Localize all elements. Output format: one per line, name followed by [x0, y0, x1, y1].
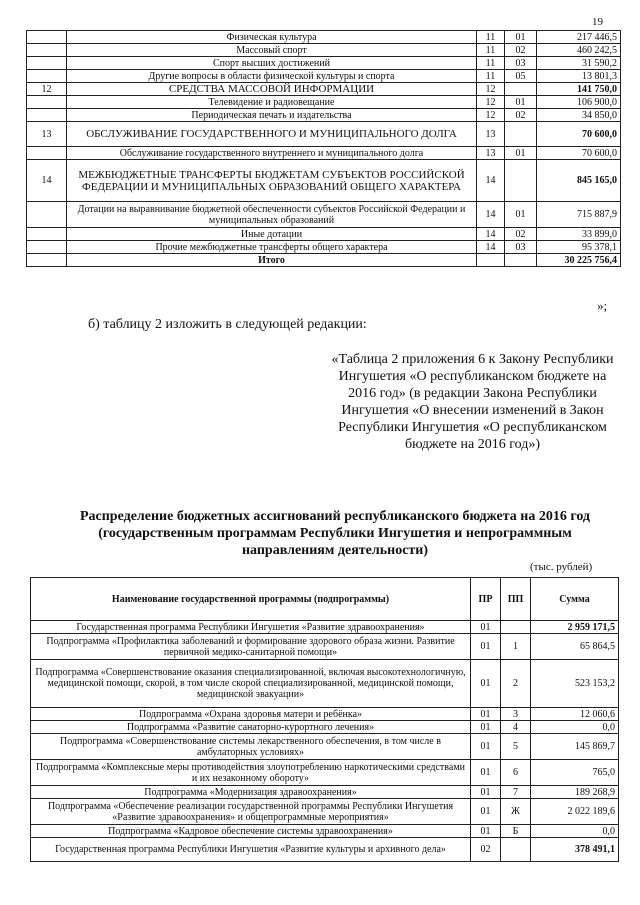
row-name: ОБСЛУЖИВАНИЕ ГОСУДАРСТВЕННОГО И МУНИЦИПАЛЬНОГО ДОЛГА — [67, 122, 477, 147]
row-section-code: 14 — [477, 202, 505, 228]
row-amount: 106 900,0 — [537, 96, 621, 109]
table-row — [31, 708, 619, 721]
program-name: Подпрограмма «Развитие санаторно-курортного лечения» — [31, 721, 471, 734]
row-name: МЕЖБЮДЖЕТНЫЕ ТРАНСФЕРТЫ БЮДЖЕТАМ СУБЪЕКТОВ РОССИЙСКОЙ ФЕДЕРАЦИИ И МУНИЦИПАЛЬНЫХ ОБРАЗОВАНИЙ ОБЩЕГО ХАРАКТЕРА — [67, 160, 477, 202]
row-amount: 95 378,1 — [537, 241, 621, 254]
program-pr-code: 01 — [471, 634, 501, 660]
row-amount: 33 899,0 — [537, 228, 621, 241]
program-pp-code — [501, 838, 531, 862]
table-row — [31, 621, 619, 634]
program-pp-code: 3 — [501, 708, 531, 721]
row-subsection-code: 02 — [505, 228, 537, 241]
table-row — [27, 96, 621, 109]
units-label: (тыс. рублей) — [530, 561, 593, 573]
row-amount: 845 165,0 — [537, 160, 621, 202]
row-section-code: 14 — [477, 241, 505, 254]
row-amount: 30 225 756,4 — [537, 254, 621, 267]
row-number: 12 — [27, 83, 67, 96]
row-number — [27, 241, 67, 254]
row-amount: 460 242,5 — [537, 44, 621, 57]
table-row — [31, 660, 619, 708]
program-amount: 0,0 — [531, 721, 619, 734]
program-pr-code: 01 — [471, 660, 501, 708]
table-row — [31, 634, 619, 660]
row-number — [27, 31, 67, 44]
program-amount: 0,0 — [531, 825, 619, 838]
table-row — [27, 31, 621, 44]
row-name: Периодическая печать и издательства — [67, 109, 477, 122]
program-pp-code: 6 — [501, 760, 531, 786]
row-number — [27, 44, 67, 57]
row-amount: 70 600,0 — [537, 122, 621, 147]
header-name: Наименование государственной программы (подпрограммы) — [31, 578, 471, 621]
table-row — [31, 734, 619, 760]
table-row — [31, 838, 619, 862]
row-section-code: 12 — [477, 96, 505, 109]
program-amount: 523 153,2 — [531, 660, 619, 708]
table-row — [27, 202, 621, 228]
program-name: Подпрограмма «Охрана здоровья матери и ребёнка» — [31, 708, 471, 721]
program-amount: 2 022 189,6 — [531, 799, 619, 825]
row-number — [27, 57, 67, 70]
row-subsection-code — [505, 83, 537, 96]
row-subsection-code — [505, 160, 537, 202]
row-amount: 31 590,2 — [537, 57, 621, 70]
program-name: Подпрограмма «Модернизация здравоохранения» — [31, 786, 471, 799]
row-number: 13 — [27, 122, 67, 147]
program-pr-code: 01 — [471, 760, 501, 786]
row-section-code: 11 — [477, 44, 505, 57]
program-pp-code: Б — [501, 825, 531, 838]
table-row — [27, 228, 621, 241]
program-name: Подпрограмма «Кадровое обеспечение системы здравоохранения» — [31, 825, 471, 838]
program-name: Подпрограмма «Комплексные меры противодействия злоупотреблению наркотическими средствами и их незаконному обороту» — [31, 760, 471, 786]
program-name: Государственная программа Республики Ингушетия «Развитие здравоохранения» — [31, 621, 471, 634]
table-heading: Распределение бюджетных ассигнований республиканского бюджета на 2016 год (государственным программам Республики Ингушетия и непрограммным направлениям деятельности) — [79, 509, 591, 558]
header-pp: ПП — [501, 578, 531, 621]
table-header-row — [31, 578, 619, 621]
row-subsection-code: 01 — [505, 96, 537, 109]
table-row — [27, 160, 621, 202]
table-row — [31, 721, 619, 734]
row-subsection-code: 03 — [505, 241, 537, 254]
table-row — [27, 241, 621, 254]
table-row — [27, 83, 621, 96]
row-name: Другие вопросы в области физической культуры и спорта — [67, 70, 477, 83]
program-amount: 12 060,6 — [531, 708, 619, 721]
amendment-paragraph: б) таблицу 2 изложить в следующей редакции: — [88, 317, 367, 332]
row-section-code: 14 — [477, 160, 505, 202]
table-row — [27, 147, 621, 160]
table-row — [27, 44, 621, 57]
row-section-code: 11 — [477, 70, 505, 83]
row-subsection-code — [505, 122, 537, 147]
row-section-code: 12 — [477, 109, 505, 122]
program-name: Подпрограмма «Совершенствование системы лекарственного обеспечения, в том числе в амбулаторных условиях» — [31, 734, 471, 760]
program-name: Подпрограмма «Совершенствование оказания специализированной, включая высокотехнологичную, медицинской помощи, скорой, в том числе скорой специализированной, медицинской помощи, медицинской эвакуации» — [31, 660, 471, 708]
row-section-code: 14 — [477, 228, 505, 241]
table-row — [27, 122, 621, 147]
row-name: Итого — [67, 254, 477, 267]
row-section-code: 11 — [477, 31, 505, 44]
row-subsection-code: 01 — [505, 202, 537, 228]
program-name: Подпрограмма «Профилактика заболеваний и формирование здорового образа жизни. Развитие первичной медико-санитарной помощи» — [31, 634, 471, 660]
row-number — [27, 228, 67, 241]
program-allocation-table — [30, 577, 619, 862]
program-pr-code: 01 — [471, 621, 501, 634]
row-number: 14 — [27, 160, 67, 202]
table-row — [31, 799, 619, 825]
row-subsection-code: 03 — [505, 57, 537, 70]
row-amount: 715 887,9 — [537, 202, 621, 228]
approval-note: «Таблица 2 приложения 6 к Закону Республики Ингушетия «О республиканском бюджете на 2016 год» (в редакции Закона Республики Ингушетия «О внесении изменений в Закон Республики Ингушетия «О республиканском бюджете на 2016 год») — [331, 352, 614, 452]
program-pp-code: 5 — [501, 734, 531, 760]
row-subsection-code: 01 — [505, 147, 537, 160]
program-pr-code: 02 — [471, 838, 501, 862]
row-subsection-code — [505, 254, 537, 267]
program-amount: 145 869,7 — [531, 734, 619, 760]
table-row — [27, 254, 621, 267]
program-pp-code: 2 — [501, 660, 531, 708]
row-name: Прочие межбюджетные трансферты общего характера — [67, 241, 477, 254]
program-pp-code: Ж — [501, 799, 531, 825]
program-amount: 378 491,1 — [531, 838, 619, 862]
row-amount: 141 750,0 — [537, 83, 621, 96]
table-row — [27, 57, 621, 70]
program-name: Подпрограмма «Обеспечение реализации государственной программы Республики Ингушетия «Развитие здравоохранения» и общепрограммные мероприятия» — [31, 799, 471, 825]
table-row — [31, 786, 619, 799]
row-number — [27, 109, 67, 122]
row-amount: 70 600,0 — [537, 147, 621, 160]
row-name: Физическая культура — [67, 31, 477, 44]
row-section-code: 12 — [477, 83, 505, 96]
table-row — [27, 70, 621, 83]
row-section-code: 13 — [477, 122, 505, 147]
row-name: Спорт высших достижений — [67, 57, 477, 70]
row-name: Массовый спорт — [67, 44, 477, 57]
row-amount: 34 850,0 — [537, 109, 621, 122]
table-row — [27, 109, 621, 122]
row-subsection-code: 05 — [505, 70, 537, 83]
program-amount: 65 864,5 — [531, 634, 619, 660]
row-name: Телевидение и радиовещание — [67, 96, 477, 109]
program-amount: 189 268,9 — [531, 786, 619, 799]
row-subsection-code: 01 — [505, 31, 537, 44]
program-pr-code: 01 — [471, 799, 501, 825]
program-pp-code — [501, 621, 531, 634]
table-row — [31, 825, 619, 838]
row-subsection-code: 02 — [505, 44, 537, 57]
header-pr: ПР — [471, 578, 501, 621]
row-section-code — [477, 254, 505, 267]
row-number — [27, 96, 67, 109]
program-name: Государственная программа Республики Ингушетия «Развитие культуры и архивного дела» — [31, 838, 471, 862]
row-amount: 13 801,3 — [537, 70, 621, 83]
program-pp-code: 4 — [501, 721, 531, 734]
row-number — [27, 70, 67, 83]
program-pr-code: 01 — [471, 825, 501, 838]
row-section-code: 13 — [477, 147, 505, 160]
row-amount: 217 446,5 — [537, 31, 621, 44]
row-number — [27, 254, 67, 267]
program-pr-code: 01 — [471, 734, 501, 760]
page-number: 19 — [592, 16, 603, 28]
row-number — [27, 147, 67, 160]
program-pp-code: 1 — [501, 634, 531, 660]
row-name: Обслуживание государственного внутреннего и муниципального долга — [67, 147, 477, 160]
program-amount: 2 959 171,5 — [531, 621, 619, 634]
program-pr-code: 01 — [471, 708, 501, 721]
row-name: Иные дотации — [67, 228, 477, 241]
program-pr-code: 01 — [471, 786, 501, 799]
program-pr-code: 01 — [471, 721, 501, 734]
table-row — [31, 760, 619, 786]
row-subsection-code: 02 — [505, 109, 537, 122]
expenditure-table — [26, 30, 621, 267]
row-name: СРЕДСТВА МАССОВОЙ ИНФОРМАЦИИ — [67, 83, 477, 96]
row-name: Дотации на выравнивание бюджетной обеспеченности субъектов Российской Федерации и муниципальных образований — [67, 202, 477, 228]
program-amount: 765,0 — [531, 760, 619, 786]
header-sum: Сумма — [531, 578, 619, 621]
row-section-code: 11 — [477, 57, 505, 70]
row-number — [27, 202, 67, 228]
closing-quote: »; — [597, 298, 608, 313]
program-pp-code: 7 — [501, 786, 531, 799]
